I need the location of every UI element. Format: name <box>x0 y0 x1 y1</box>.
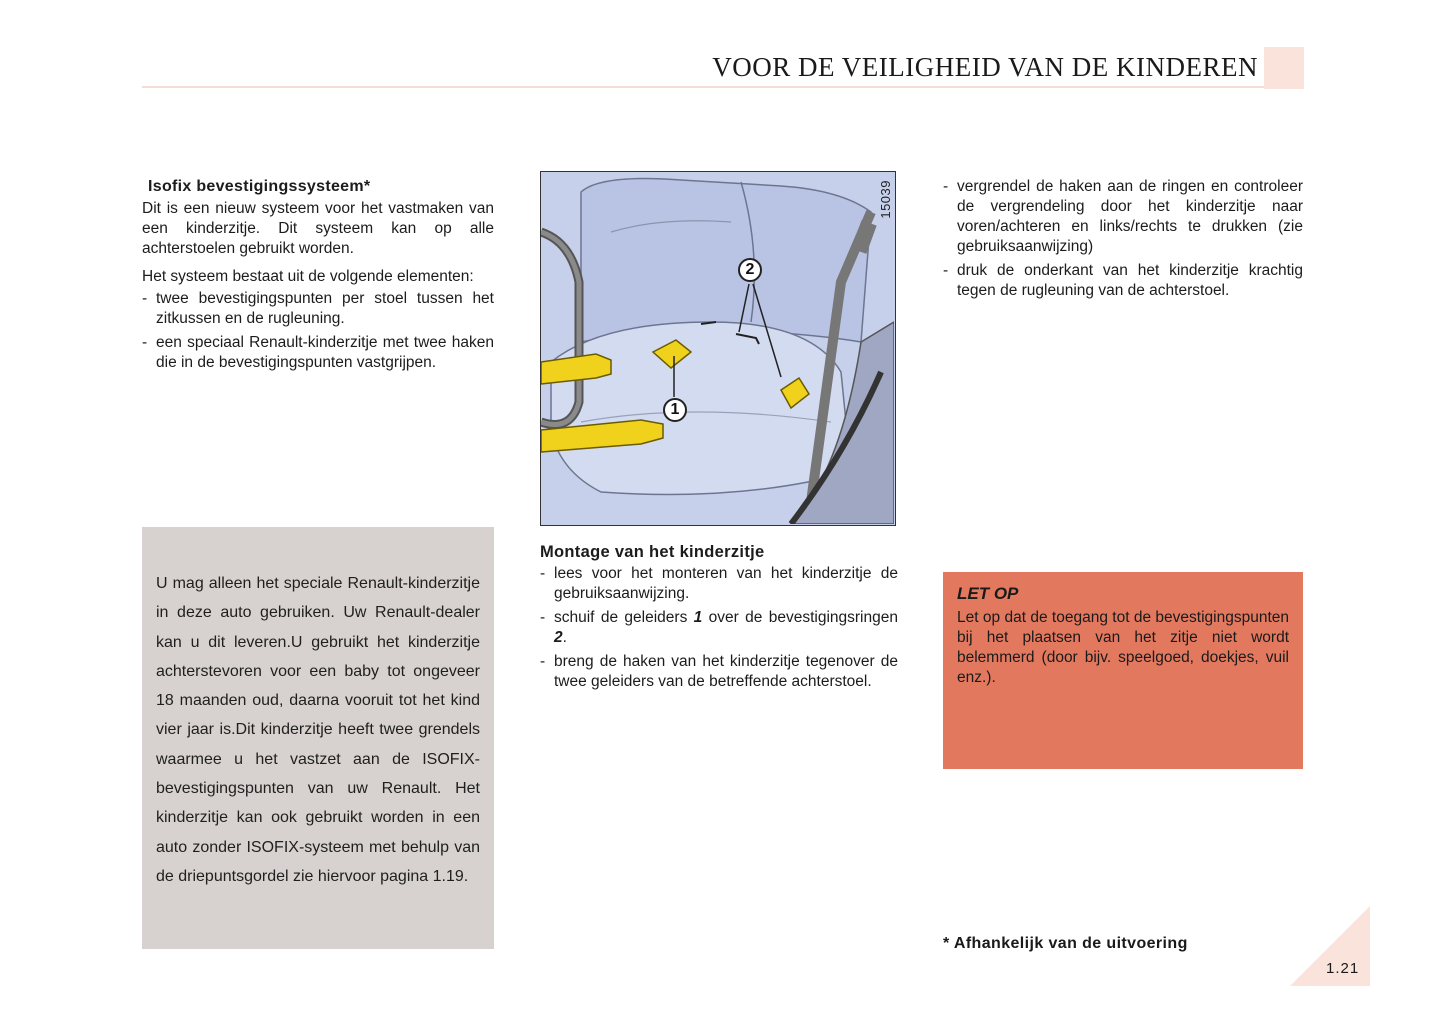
ref-ring-2: 2 <box>554 629 563 646</box>
isofix-section <box>142 177 494 377</box>
ref-guide-1: 1 <box>693 609 703 626</box>
step-text: lees voor het monteren van het kinderzitje de gebruiksaanwijzing. <box>554 565 898 602</box>
isofix-heading: Isofix bevestigingssysteem* <box>148 178 371 195</box>
montage-section <box>540 542 898 696</box>
list-item: - vergrendel de haken aan de ringen en controleer de vergrendeling door het kinderzitje naar voren/achteren en links/rechts te drukken (zie gebruiksaanwijzing) <box>943 177 1303 257</box>
figure-code: 15039 <box>878 180 893 219</box>
list-item <box>540 608 898 648</box>
locking-list <box>943 177 1303 301</box>
info-box-text: U mag alleen het speciale Renault-kinderzitje in deze auto gebruiken. Uw Renault-dealer kan u dit leveren.U gebruikt het kinderzitje achterstevoren voor een baby tot ongeveer 18 maanden oud, daarna vooruit tot het kind vier jaar is.Dit kinderzitje heeft twee grendels waarmee u het vastzet aan de ISOFIX-bevestigingspunten van uw Renault. Het kinderzitje kan ook gebruikt worden in een auto zonder ISOFIX-systeem met behulp van de driepuntsgordel zie hiervoor pagina 1.19. <box>156 575 480 885</box>
warning-box <box>943 572 1303 769</box>
step-text: schuif de geleiders <box>554 609 694 626</box>
isofix-intro: Dit is een nieuw systeem voor het vastmaken van een kinderzitje. Dit systeem kan op alle achterstoelen gebruikt worden. <box>142 200 494 257</box>
montage-steps <box>540 564 898 692</box>
list-item: - twee bevestigingspunten per stoel tussen het zitkussen en de rugleuning. <box>142 289 494 329</box>
locking-section <box>943 177 1303 305</box>
list-item <box>540 652 898 692</box>
warning-title: LET OP <box>957 584 1019 603</box>
page-title: VOOR DE VEILIGHEID VAN DE KINDEREN <box>712 52 1258 82</box>
footnote: * Afhankelijk van de uitvoering <box>943 935 1188 952</box>
list-item: - een speciaal Renault-kinderzitje met twee haken die in de bevestigingspunten vastgrijpen. <box>142 333 494 373</box>
page-number: 1.21 <box>1326 960 1360 977</box>
callout-1: 1 <box>663 398 687 422</box>
header-divider <box>142 86 1264 88</box>
list-item: - druk de onderkant van het kinderzitje krachtig tegen de rugleuning van de achterstoel. <box>943 261 1303 301</box>
callout-2: 2 <box>738 258 762 282</box>
isofix-illustration <box>540 171 896 526</box>
step-text: over de bevestigingsringen <box>702 609 898 626</box>
info-box <box>142 527 494 949</box>
step-text: . <box>562 629 567 646</box>
warning-text: Let op dat de toegang tot de bevestigingspunten bij het plaatsen van het zitje niet wordt belemmerd (door bijv. speelgoed, doekjes, vuil enz.). <box>957 609 1289 686</box>
elements-list <box>142 289 494 373</box>
montage-heading: Montage van het kinderzitje <box>540 543 765 561</box>
list-item <box>540 564 898 604</box>
header-tab-marker <box>1264 47 1304 89</box>
elements-intro: Het systeem bestaat uit de volgende elementen: <box>142 268 474 285</box>
seat-drawing <box>541 172 894 524</box>
step-text: breng de haken van het kinderzitje tegenover de twee geleiders van de betreffende achterstoel. <box>554 653 898 690</box>
